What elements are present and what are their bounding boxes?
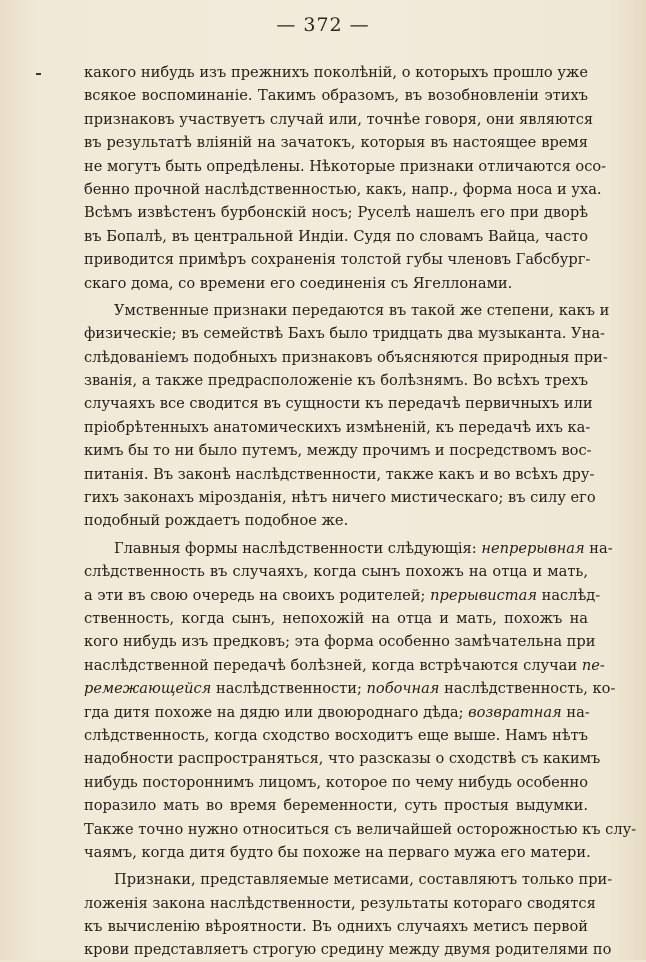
text-run: наслѣдственности;	[211, 680, 367, 698]
text-line	[84, 771, 588, 794]
text-line	[84, 892, 596, 915]
text-run: надобности распространяться, что разсказы о сходствѣ съ какимъ	[84, 750, 601, 768]
text-run: подобный рождаетъ подобное же.	[84, 512, 349, 530]
text-run: случаяхъ все сводится въ сущности къ передачѣ первичныхъ или	[84, 395, 593, 413]
text-run: Умственные признаки передаются въ такой же степени, какъ и	[114, 301, 610, 319]
italic-term: непрерывная	[481, 539, 585, 557]
text-run: Всѣмъ извѣстенъ бурбонскій носъ; Руселѣ нашелъ его при дворѣ	[84, 204, 588, 222]
text-line	[84, 346, 608, 369]
text-run: скаго дома, со времени его соединенія съ Ягеллонами.	[84, 274, 513, 292]
text-run: поразило мать во время беременности, суть простыя выдумки.	[84, 797, 588, 815]
text-line	[84, 178, 602, 201]
text-line	[84, 463, 595, 486]
text-run: Также точно нужно относиться съ величайшей осторожностью къ слу-	[84, 820, 637, 838]
text-line	[84, 131, 588, 154]
text-line	[84, 560, 588, 583]
text-run: наслѣдственность, ко-	[439, 680, 616, 698]
text-line	[84, 108, 594, 131]
text-run: питанія. Въ законѣ наслѣдственности, также какъ и во всѣхъ дру-	[84, 465, 595, 483]
text-line	[84, 155, 607, 178]
text-line	[84, 272, 588, 295]
text-run: званія, а также предрасположеніе къ болѣзнямъ. Во всѣхъ трехъ	[84, 372, 588, 390]
text-run: гихъ законахъ мірозданія, нѣтъ ничего мистическаго; въ силу его	[84, 489, 596, 507]
text-run: слѣдственность въ случаяхъ, когда сынъ похожъ на отца и мать,	[84, 563, 588, 581]
text-run: кого нибудь изъ предковъ; эта форма особенно замѣчательна при	[84, 633, 596, 651]
text-line	[84, 794, 588, 817]
text-line	[84, 201, 588, 224]
paragraph	[84, 61, 607, 295]
text-run: Главныя формы наслѣдственности слѣдующія:	[114, 539, 482, 557]
text-line	[84, 61, 588, 84]
text-line	[84, 486, 596, 509]
text-run: на-	[584, 539, 613, 557]
paragraph	[84, 868, 613, 962]
text-run: физическіе; въ семействѣ Бахъ было тридцать два музыканта. Уна-	[84, 325, 605, 343]
text-line	[84, 747, 601, 770]
text-line	[84, 84, 588, 107]
text-run: ственность, когда сынъ, непохожій на отца и мать, похожъ на	[84, 609, 588, 627]
text-line	[84, 915, 588, 938]
text-run: какого нибудь изъ прежнихъ поколѣній, о которыхъ прошло уже	[84, 64, 588, 81]
text-line	[84, 630, 596, 653]
text-run: къ вычисленію вѣроятности. Въ однихъ случаяхъ метисъ первой	[84, 918, 588, 936]
margin-mark	[36, 73, 41, 75]
text-run: признаковъ участвуетъ случай или, точнѣе говоря, они являются	[84, 110, 594, 128]
text-run: всякое воспоминаніе. Такимъ образомъ, въ возобновленіи этихъ	[84, 87, 588, 105]
italic-term: ремежающейся	[84, 680, 212, 698]
text-run: на-	[561, 703, 590, 721]
paragraph	[84, 537, 637, 864]
italic-term: побочная	[366, 680, 440, 698]
text-line	[84, 439, 592, 462]
text-line	[84, 416, 591, 439]
text-run: ложенія закона наслѣдственности, результаты котораго сводятся	[84, 894, 596, 912]
text-run: кимъ бы то ни было путемъ, между прочимъ и посредствомъ вос-	[84, 442, 592, 460]
text-run: а эти въ свою очередь на своихъ родителей;	[84, 586, 431, 604]
text-line	[84, 509, 588, 532]
text-line	[84, 841, 591, 864]
text-line	[84, 607, 588, 630]
text-line	[84, 322, 605, 345]
text-run: Признаки, представляемые метисами, составляютъ только при-	[114, 871, 613, 889]
text-run: пріобрѣтенныхъ анатомическихъ измѣненій, къ передачѣ ихъ ка-	[84, 418, 591, 436]
text-run: наслѣд-	[536, 586, 601, 604]
italic-term: прерывистая	[430, 586, 537, 604]
text-run: нибудь постороннимъ лицомъ, которое по чему нибудь особенно	[84, 773, 588, 791]
text-run: приводится примѣръ сохраненія толстой губы членовъ Габсбург-	[84, 251, 591, 269]
text-line	[84, 299, 610, 322]
text-line	[84, 537, 613, 560]
text-line	[84, 392, 593, 415]
text-run: въ результатѣ вліяній на зачатокъ, которыя въ настоящее время	[84, 134, 588, 152]
body-text	[84, 61, 637, 962]
text-run: крови представляетъ строгую средину между двумя родителями по	[84, 941, 612, 959]
text-line	[84, 868, 613, 891]
text-run: слѣдованіемъ подобныхъ признаковъ объясняются природныя при-	[84, 348, 608, 366]
text-run: не могутъ быть опредѣлены. Нѣкоторые признаки отличаются осо-	[84, 157, 607, 175]
text-run: въ Бопалѣ, въ центральной Индіи. Судя по словамъ Вайца, часто	[84, 227, 588, 245]
text-line	[84, 654, 605, 677]
italic-term: пе-	[581, 656, 605, 674]
text-run: гда дитя похоже на дядю или двоюроднаго дѣда;	[84, 703, 469, 721]
text-line	[84, 584, 601, 607]
page-number: — 372 —	[276, 14, 370, 36]
text-run: чаямъ, когда дитя будто бы похоже на перваго мужа его матери.	[84, 843, 591, 861]
text-run: наслѣдственной передачѣ болѣзней, когда встрѣчаются случаи	[84, 656, 582, 674]
italic-term: возвратная	[468, 703, 562, 721]
text-line	[84, 248, 591, 271]
text-line	[84, 225, 588, 248]
text-line	[84, 677, 616, 700]
text-run: слѣдственность, когда сходство восходитъ еще выше. Намъ нѣтъ	[84, 726, 588, 744]
text-line	[84, 818, 637, 841]
text-line	[84, 369, 588, 392]
text-line	[84, 724, 588, 747]
text-run: бенно прочной наслѣдственностью, какъ, напр., форма носа и уха.	[84, 180, 602, 198]
paragraph	[84, 299, 610, 533]
text-line	[84, 938, 612, 961]
text-line	[84, 701, 588, 724]
